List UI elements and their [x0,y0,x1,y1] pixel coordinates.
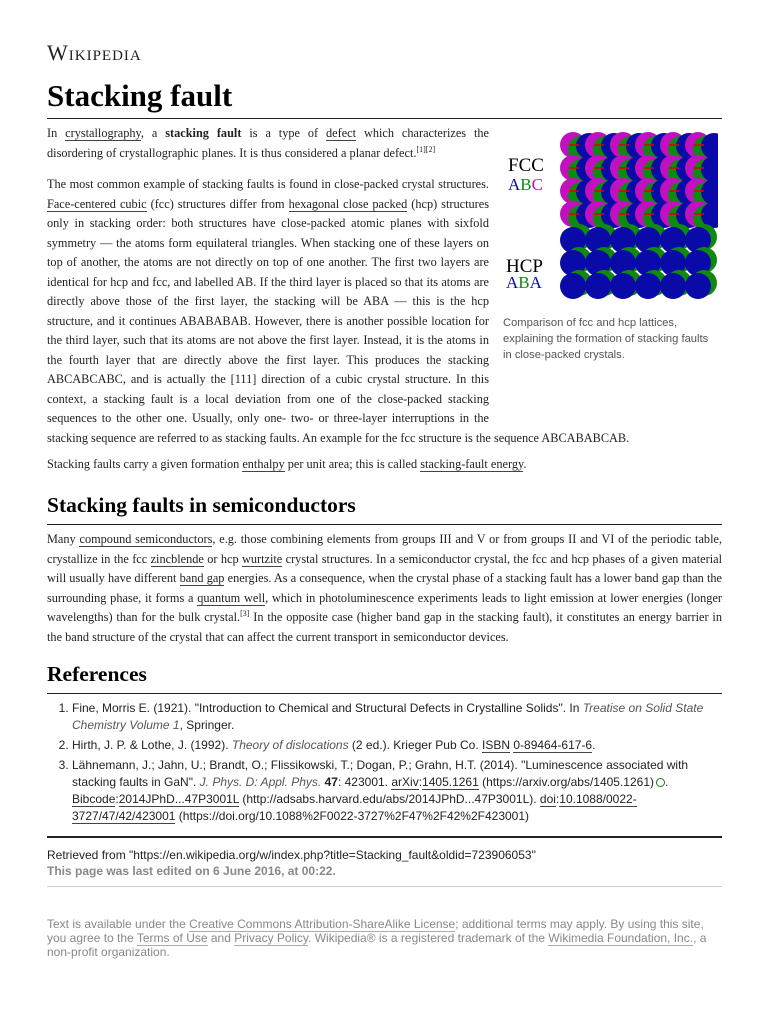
ref1-italic: Treatise on Solid State Chemistry Volume 1 [72,701,704,732]
fcc-seq-a: A [508,175,521,194]
intro-text-2: , a [140,126,166,140]
page-title: Stacking fault [47,78,722,119]
license-text-5: , a non-profit organization. [47,931,707,959]
wikipedia-wordmark[interactable]: Wikipedia [47,40,142,65]
hcp-seq-b: B [518,273,530,292]
intro-text-3: is a type of [241,126,327,140]
link-hexagonal-close-packed[interactable]: hexagonal close packed [288,196,408,211]
s1-text-6: , which in photoluminescence experiments leads to light emission at lower energies (longer wavelengths) than for the bulk crystal. [47,590,723,624]
footer-thin-divider [47,886,722,887]
ref3-bibcode-url: (http://adsabs.harvard.edu/abs/2014JPhD...47P3001L) [242,792,534,806]
heading-references: References [47,662,722,694]
footer-divider [47,836,722,838]
license-notice [47,917,722,959]
paragraph-fcc-hcp [47,175,722,448]
paragraph-semiconductors [47,530,722,647]
ref1-text: Fine, Morris E. (1921). "Introduction to Chemical and Structural Defects in Crystalline Solids". In [72,701,583,715]
last-edited-text: This page was last edited on 6 June 2016, at 00:22. [47,864,336,878]
ref3-pages: : 423001. [337,775,392,789]
fcc-seq-c: C [531,175,543,194]
link-defect[interactable]: defect [326,126,357,140]
license-text-3: and [207,931,235,945]
ref3-arxiv-link[interactable]: 1405.1261 [422,775,479,789]
p2-text-3: (hcp) structures only in stacking order: both structures have close-packed atomic planes with sixfold symmetry — the atoms form equilateral triangles. When stacking one of these layers on top of another, the atoms are not directly on top of one another. The first two layers are identical for hcp and fcc, and labelled AB. If the third layer is placed so that its atoms are directly above those of the first layer, the stacking will be ABA — this is the hcp structure, and it continues ABABABAB. However, there is another possible location for the third layer, such that its atoms are not above the first layer. Instead, it is the atoms in the fourth layer that are directly above the first layer. This produces the stacking ABCABCABC, and is actually the [111] direction of a cubic crystal structure. In this context, a stacking fault is a local deviation from one of the close-packed stacking sequences to the other one. Usually, only one- two- or three-layer interruptions in the stacking sequence are referred to as stacking faults. An example for the fcc structure is the sequence ABCABABCAB. [47,196,630,445]
ref1-post: , Springer. [179,718,235,732]
fcc-label: FCC [508,155,544,176]
s1-text-4: crystal structures. In a semiconductor crystal, the fcc and hcp phases of a given material will usually have different [47,551,722,585]
link-quantum-well[interactable]: quantum well [197,590,266,605]
link-crystallography[interactable]: crystallography [65,126,141,140]
figure-spacer [489,175,722,414]
ref3-bibcode-label[interactable]: Bibcode [72,792,116,806]
s1-text-2: , e.g. those combining elements from groups III and V or from groups II and VI of the periodic table, crystallize in the fcc [47,532,723,566]
license-text-2: ; additional terms may apply. By using this site, you agree to the [47,917,704,945]
ref3-volume: 47 [324,775,338,789]
link-stacking-fault-energy[interactable]: stacking-fault energy [420,457,524,471]
figure-caption: Comparison of fcc and hcp lattices, explaining the formation of stacking faults in close-packed crystals. [503,317,709,361]
hcp-seq-a2: A [529,273,542,292]
p3-text-3: . [523,457,527,471]
ref3-bibcode-link[interactable]: 2014JPhD...47P3001L [118,792,240,806]
p2-text-1: The most common example of stacking faults is found in close-packed crystal structures. [47,177,489,191]
ref2-italic: Theory of dislocations [231,738,349,752]
p3-text-2: per unit area; this is called [284,457,421,471]
ref2-isbn-link[interactable]: 0-89464-617-6 [513,738,593,752]
link-wurtzite[interactable]: wurtzite [241,551,283,566]
ref2-isbn-label[interactable]: ISBN [482,738,511,752]
ref3-arxiv-url: (https://arxiv.org/abs/1405.1261) [482,775,654,789]
s1-text-1: Many [47,532,80,546]
license-text-1: Text is available under the [47,917,190,931]
reference-item-2 [72,737,722,754]
ref2-text: Hirth, J. P. & Lothe, J. (1992). [72,738,232,752]
ref3-doi-label[interactable]: doi [539,792,556,806]
intro-text-4: which characterizes the disordering of crystallographic planes. It is thus considered a planar defect. [47,126,489,160]
link-privacy-policy[interactable]: Privacy Policy [234,931,309,945]
retrieved-from[interactable]: Retrieved from "https://en.wikipedia.org/w/index.php?title=Stacking_fault&oldid=723906053" [47,848,536,862]
ref3-text: Lähnemann, J.; Jahn, U.; Brandt, O.; Flissikowski, T.; Dogan, P.; Grahn, H.T. (2014). "Luminescence associated with stacking faults in GaN". [72,758,689,789]
ref3-italic: J. Phys. D: Appl. Phys. [199,775,322,789]
paragraph-energy [47,455,722,475]
ref2-mid: (2 ed.). Krieger Pub Co. [348,738,482,752]
link-band-gap[interactable]: band gap [179,571,225,585]
reference-item-1 [72,700,722,734]
link-face-centered-cubic[interactable]: Face-centered cubic [47,196,147,211]
hcp-label: HCP [506,256,543,277]
citation-3[interactable]: [3] [240,608,250,618]
heading-semiconductors: Stacking faults in semiconductors [47,493,722,525]
open-access-icon [656,778,665,787]
s1-text-5: energies. As a consequence, when the crystal phase of a stacking fault has a lower band gap than the surrounding phase, it forms a [47,571,723,605]
ref3-arxiv-label[interactable]: arXiv [391,775,419,789]
hcp-seq-a: A [506,273,519,292]
citation-1-2[interactable]: [1][2] [416,144,436,154]
link-cc-by-sa[interactable]: Creative Commons Attribution-ShareAlike License [189,917,456,931]
reference-item-3: 3. Lähnemann, J.; Jahn, U.; Brandt, O.; Flissikowski, T.; Dogan, P.; Grahn, H.T. (2014). "Luminescence associated with stacking faults in GaN". J. Phys. D: Appl. Phys. 47: 423001. arXiv:1405.1261 (https://arxiv.org/abs/1405.1261) . Bibcode:2014JPhD...47P3001L (http://adsabs.harvard.edu/abs/2014JPhD...47P3001L). doi:10.1088/0022-3727/47/42/423001 (https://doi.org/10.1088%2F0022-3727%2F47%2F42%2F423001) [72,757,722,825]
s1-text-7: In the opposite case (higher band gap in the stacking fault), it constitutes an energy barrier in the band structure of the crystal that can affect the current transport in semiconductor devices. [47,610,722,644]
link-enthalpy[interactable]: enthalpy [242,457,285,471]
p2-text-2: (fcc) structures differ from [146,196,289,211]
ref3-doi-url: (https://doi.org/10.1088%2F0022-3727%2F47%2F42%2F423001) [178,809,530,823]
ref2-post: . [592,738,596,752]
link-wikimedia-foundation[interactable]: Wikimedia Foundation, Inc. [548,931,694,945]
intro-text-1: In [47,126,66,140]
link-terms-of-use[interactable]: Terms of Use [136,931,208,945]
license-text-4: . Wikipedia® is a registered trademark of the [308,931,549,945]
p3-text-1: Stacking faults carry a given formation [47,457,243,471]
fcc-seq-b: B [520,175,532,194]
link-zincblende[interactable]: zincblende [150,551,204,566]
intro-paragraph [47,124,489,163]
link-compound-semiconductors[interactable]: compound semiconductors [79,532,213,546]
ref3-doi-link[interactable]: 10.1088/0022-3727/47/42/423001 [72,792,637,823]
term-stacking-fault: stacking fault [165,126,242,140]
s1-text-3: or hcp [203,551,242,566]
reference-list [47,700,722,828]
